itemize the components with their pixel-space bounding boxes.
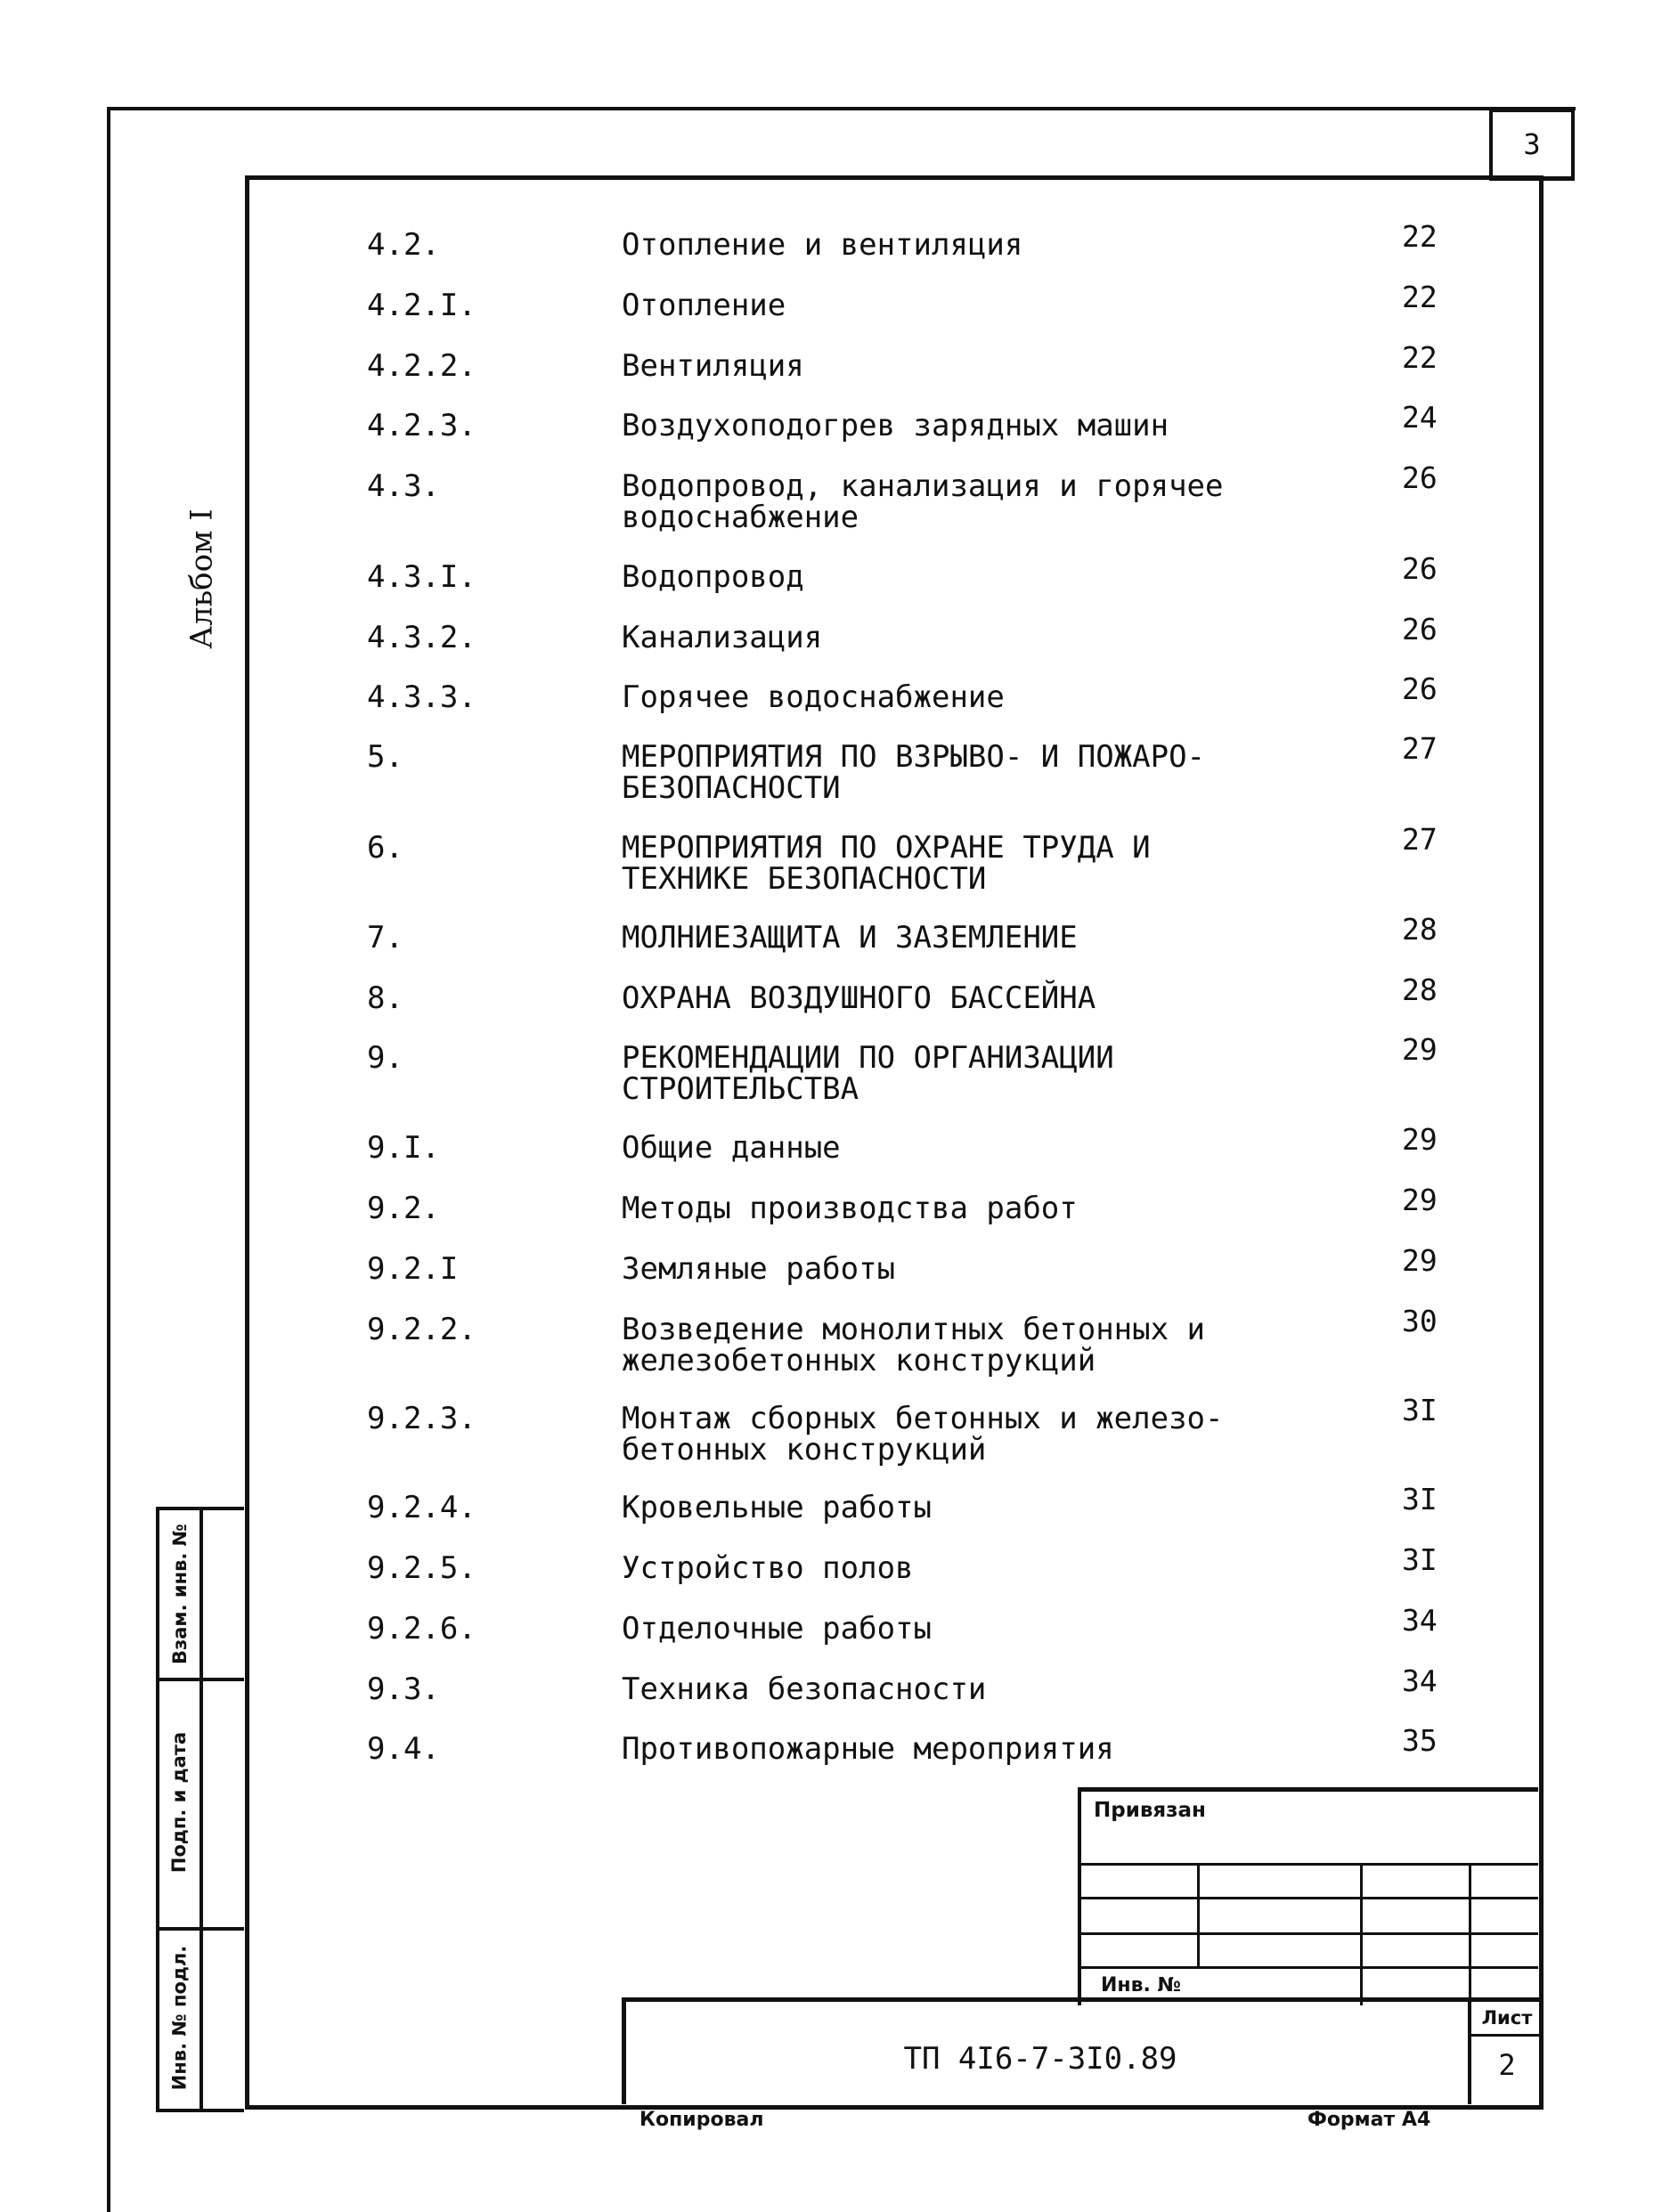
- toc-title: Земляные работы: [622, 1251, 896, 1287]
- toc-title: Отопление и вентиляция: [622, 227, 1023, 263]
- toc-number: 9.4.: [367, 1731, 440, 1767]
- toc-title: Монтаж сборных бетонных и железо- бетонных конструкций: [622, 1401, 1224, 1468]
- signature-date-label: Подп. и дата: [168, 1731, 191, 1874]
- toc-number: 8.: [367, 980, 403, 1016]
- toc-title: Методы производства работ: [622, 1191, 1078, 1226]
- toc-page: 3I: [1402, 1542, 1438, 1577]
- toc-number: 4.2.2.: [367, 348, 477, 384]
- document-code: ТП 4I6-7-3I0.89: [903, 2041, 1177, 2077]
- vzam-inv-label: Взам. инв. №: [168, 1524, 191, 1664]
- sheet-label: Лист: [1471, 2002, 1543, 2037]
- toc-title: Отделочные работы: [622, 1611, 932, 1647]
- toc-title: Водопровод: [622, 559, 804, 595]
- toc-title: Канализация: [622, 620, 823, 655]
- toc-page: 35: [1402, 1723, 1438, 1758]
- toc-title: МЕРОПРИЯТИЯ ПО ОХРАНЕ ТРУДА И ТЕХНИКЕ БЕЗОПАСНОСТИ: [622, 830, 1151, 897]
- sheet-cell: [1468, 2002, 1543, 2104]
- toc-title: Общие данные: [622, 1130, 841, 1166]
- toc-page: 22: [1402, 340, 1438, 375]
- page-number: 3: [1523, 127, 1541, 161]
- toc-number: 9.2.5.: [367, 1550, 477, 1586]
- toc-number: 7.: [367, 920, 403, 956]
- toc-number: 9.2.I: [367, 1251, 459, 1287]
- toc-page: 27: [1402, 731, 1438, 766]
- toc-number: 4.3.3.: [367, 679, 477, 715]
- bound-label: Привязан: [1094, 1799, 1206, 1822]
- toc-title: Техника безопасности: [622, 1671, 987, 1707]
- toc-title: ОХРАНА ВОЗДУШНОГО БАССЕЙНА: [622, 980, 1096, 1016]
- page-number-box: [1489, 109, 1575, 181]
- toc-page: 28: [1402, 912, 1438, 947]
- side-stamp: [156, 1507, 244, 2112]
- toc-title: Устройство полов: [622, 1550, 914, 1586]
- toc-number: 4.3.2.: [367, 620, 477, 655]
- toc-number: 9.2.6.: [367, 1611, 477, 1647]
- toc-page: 3I: [1402, 1482, 1438, 1517]
- copied-by-label: Копировал: [639, 2109, 764, 2131]
- toc-title: Противопожарные мероприятия: [622, 1731, 1114, 1767]
- toc-page: 3I: [1402, 1393, 1438, 1427]
- toc-page: 26: [1402, 612, 1438, 647]
- inv-podl-label: Инв. № подл.: [168, 1945, 191, 2091]
- toc-page: 28: [1402, 972, 1438, 1007]
- toc-page: 24: [1402, 400, 1438, 435]
- toc-page: 29: [1402, 1183, 1438, 1217]
- binding-stamp: [1078, 1787, 1538, 2005]
- toc-page: 29: [1402, 1122, 1438, 1157]
- toc-page: 26: [1402, 460, 1438, 495]
- toc-number: 5.: [367, 739, 403, 775]
- toc-page: 29: [1402, 1243, 1438, 1278]
- title-block: [622, 1997, 1539, 2104]
- toc-page: 34: [1402, 1603, 1438, 1638]
- toc-title: МОЛНИЕЗАЩИТА И ЗАЗЕМЛЕНИЕ: [622, 920, 1078, 956]
- toc-number: 4.2.I.: [367, 288, 477, 323]
- toc-page: 26: [1402, 551, 1438, 586]
- toc-page: 22: [1402, 280, 1438, 314]
- album-label-text: Альбом I: [184, 508, 221, 649]
- toc-number: 9.3.: [367, 1671, 440, 1707]
- toc-number: 9.2.: [367, 1191, 440, 1226]
- toc-title: Кровельные работы: [622, 1490, 932, 1525]
- toc-page: 22: [1402, 219, 1438, 254]
- album-label: [171, 481, 233, 677]
- toc-number: 9.: [367, 1040, 403, 1076]
- toc-number: 6.: [367, 830, 403, 866]
- toc-title: Отопление: [622, 288, 786, 323]
- toc-page: 30: [1402, 1304, 1438, 1338]
- toc-page: 27: [1402, 822, 1438, 857]
- toc-number: 9.2.3.: [367, 1401, 477, 1436]
- toc-number: 4.2.3.: [367, 408, 477, 443]
- toc-page: 29: [1402, 1032, 1438, 1067]
- toc-title: МЕРОПРИЯТИЯ ПО ВЗРЫВО- И ПОЖАРО- БЕЗОПАСНОСТИ: [622, 739, 1206, 806]
- toc-title: Вентиляция: [622, 348, 804, 384]
- toc-number: 9.2.2.: [367, 1312, 477, 1347]
- toc-title: Возведение монолитных бетонных и железобетонных конструкций: [622, 1312, 1206, 1378]
- sheet-number: 2: [1498, 2048, 1516, 2082]
- toc-title: Воздухоподогрев зарядных машин: [622, 408, 1169, 443]
- toc-title: РЕКОМЕНДАЦИИ ПО ОРГАНИЗАЦИИ СТРОИТЕЛЬСТВА: [622, 1040, 1114, 1107]
- toc-page: 34: [1402, 1663, 1438, 1698]
- toc-title: Горячее водоснабжение: [622, 679, 1005, 715]
- format-label: Формат А4: [1307, 2109, 1431, 2131]
- toc-number: 4.2.: [367, 227, 440, 263]
- inv-number-label: Инв. №: [1101, 1974, 1182, 1996]
- toc-title: Водопровод, канализация и горячее водоснабжение: [622, 468, 1224, 535]
- toc-number: 4.3.: [367, 468, 440, 504]
- toc-number: 9.I.: [367, 1130, 440, 1166]
- toc-number: 4.3.I.: [367, 559, 477, 595]
- toc-page: 26: [1402, 671, 1438, 706]
- toc-number: 9.2.4.: [367, 1490, 477, 1525]
